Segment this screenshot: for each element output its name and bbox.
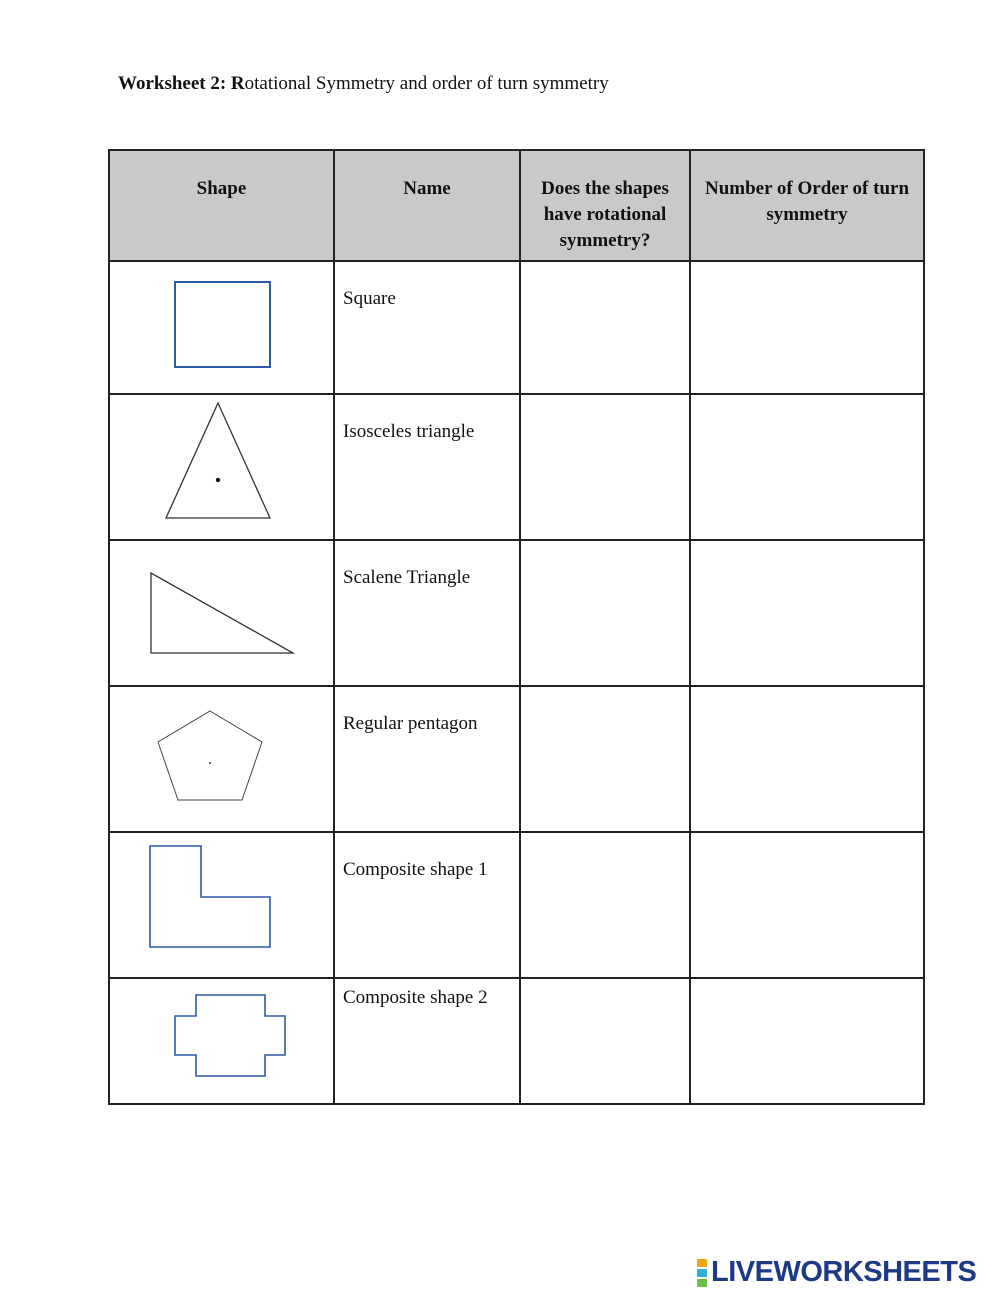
shape-cell — [109, 394, 334, 540]
order-answer-cell[interactable] — [690, 978, 924, 1104]
name-cell: Regular pentagon — [334, 686, 520, 832]
table-row — [109, 394, 924, 540]
table-row — [109, 540, 924, 686]
name-cell: Scalene Triangle — [334, 540, 520, 686]
name-cell: Square — [334, 261, 520, 394]
rotational-answer-cell[interactable] — [520, 832, 690, 978]
isosceles-triangle-icon — [110, 395, 333, 539]
rotational-answer-cell[interactable] — [520, 261, 690, 394]
header-shape: Shape — [109, 150, 334, 261]
order-answer-cell[interactable] — [690, 540, 924, 686]
rotational-answer-cell[interactable] — [520, 540, 690, 686]
rotational-answer-cell[interactable] — [520, 394, 690, 540]
name-cell: Composite shape 2 — [334, 978, 520, 1104]
liveworksheets-logo — [697, 1256, 976, 1289]
shape-cell — [109, 832, 334, 978]
table-row — [109, 832, 924, 978]
order-answer-cell[interactable] — [690, 832, 924, 978]
shape-cell — [109, 540, 334, 686]
rotational-answer-cell[interactable] — [520, 686, 690, 832]
scalene-triangle-icon — [110, 541, 333, 685]
header-name: Name — [334, 150, 520, 261]
cross-shape-icon — [110, 979, 333, 1103]
name-cell: Composite shape 1 — [334, 832, 520, 978]
header-row — [109, 150, 924, 261]
logo-blocks-icon — [697, 1259, 707, 1287]
square-icon — [110, 262, 333, 393]
table-row — [109, 978, 924, 1104]
order-answer-cell[interactable] — [690, 261, 924, 394]
l-shape-icon — [110, 833, 333, 977]
logo-text: LIVEWORKSHEETS — [711, 1256, 977, 1288]
order-answer-cell[interactable] — [690, 394, 924, 540]
name-cell: Isosceles triangle — [334, 394, 520, 540]
pentagon-icon — [110, 687, 333, 831]
shape-cell — [109, 261, 334, 394]
worksheet-table — [108, 149, 925, 1105]
title-bold: Worksheet 2: R — [118, 73, 245, 94]
table-row — [109, 261, 924, 394]
rotational-answer-cell[interactable] — [520, 978, 690, 1104]
header-rotational: Does the shapes have rotational symmetry? — [520, 150, 690, 261]
shape-cell — [109, 978, 334, 1104]
worksheet-title — [118, 73, 609, 95]
shape-cell — [109, 686, 334, 832]
order-answer-cell[interactable] — [690, 686, 924, 832]
table-row — [109, 686, 924, 832]
title-rest: otational Symmetry and order of turn symmetry — [244, 73, 609, 94]
header-order: Number of Order of turn symmetry — [690, 150, 924, 261]
